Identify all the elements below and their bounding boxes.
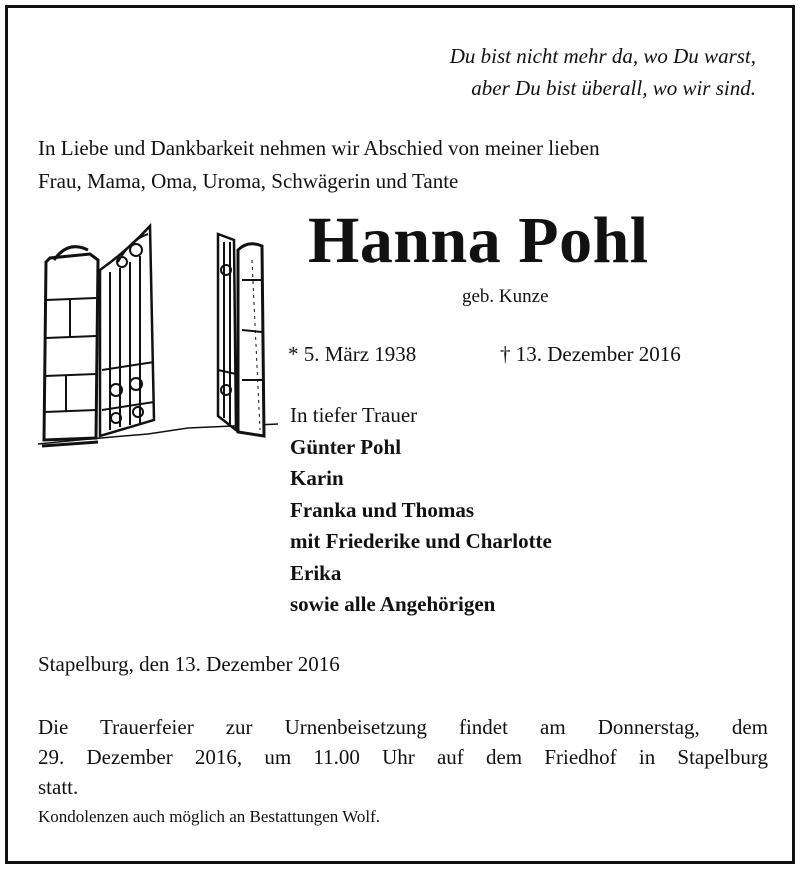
death-date: † 13. Dezember 2016: [500, 342, 681, 366]
open-garden-gate-icon: [38, 220, 278, 450]
mourner-name: Erika: [290, 560, 342, 585]
mourner-name: Franka und Thomas: [290, 497, 475, 522]
quote-line-2: aber Du bist überall, wo wir sind.: [471, 76, 756, 100]
place-and-date: Stapelburg, den 13. Dezember 2016: [38, 652, 340, 676]
birth-date: * 5. März 1938: [288, 342, 417, 366]
mourner-name: Günter Pohl: [290, 434, 402, 459]
mourner-name: sowie alle Angehörigen: [290, 592, 496, 616]
service-line-1: Die Trauerfeier zur Urnenbeisetzung findet am Donnerstag, dem: [38, 715, 768, 739]
intro-text: [38, 132, 600, 198]
obituary-frame: [5, 5, 795, 864]
life-dates: [288, 342, 681, 367]
mourner-name: mit Friederike und Charlotte: [290, 529, 552, 553]
intro-line-2: Frau, Mama, Oma, Uroma, Schwägerin und Tante: [38, 169, 459, 193]
condolences-note: Kondolenzen auch möglich an Bestattungen Wolf.: [38, 807, 381, 826]
memorial-quote: [450, 40, 756, 104]
service-line-3: statt.: [38, 775, 79, 799]
intro-line-1: In Liebe und Dankbarkeit nehmen wir Abschied von meiner lieben: [38, 136, 600, 160]
deceased-name: Hanna Pohl: [308, 204, 649, 277]
mourners-list: [290, 400, 552, 621]
quote-line-1: Du bist nicht mehr da, wo Du warst,: [449, 44, 756, 68]
service-line-2: 29. Dezember 2016, um 11.00 Uhr auf dem Friedhof in Stapelburg: [38, 745, 768, 769]
mourner-name: Karin: [290, 466, 344, 490]
birth-name: geb. Kunze: [462, 286, 549, 307]
mourners-heading: In tiefer Trauer: [290, 403, 418, 427]
funeral-service-info: [38, 712, 768, 802]
